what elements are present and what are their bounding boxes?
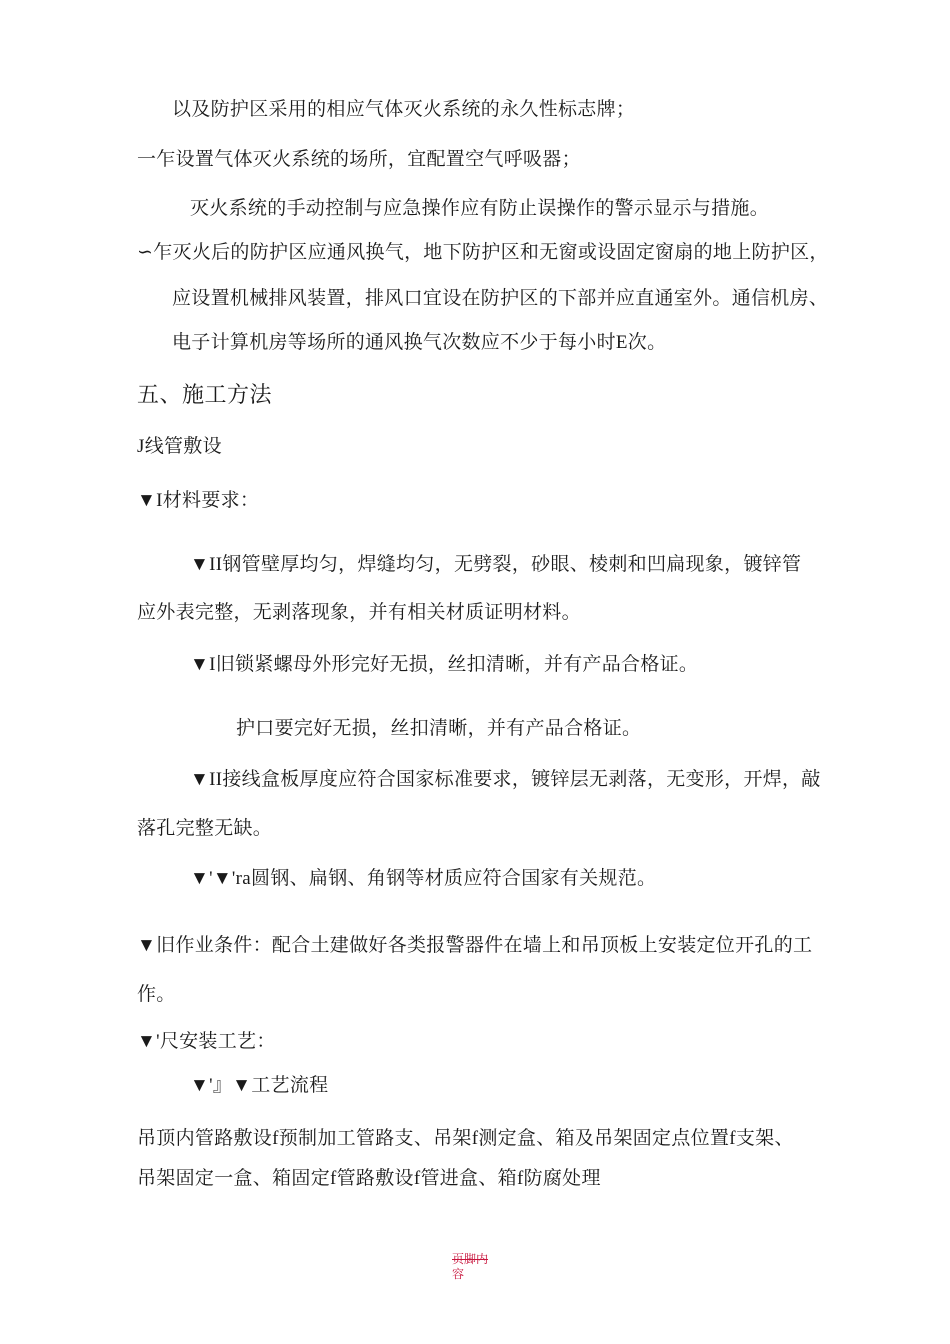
text-line-6: 电子计算机房等场所的通风换气次数应不少于每小时E次。 (172, 332, 667, 353)
text-line-19: ▼'尺安装工艺： (137, 1031, 276, 1052)
text-line-11: 应外表完整，无剥落现象，并有相关材质证明材料。 (137, 602, 581, 623)
text-line-13: 护口要完好无损，丝扣清晰，并有产品合格证。 (236, 718, 642, 739)
text-line-10: ▼II钢管壁厚均匀，焊缝均匀，无劈裂，砂眼、棱刺和凹扁现象，镀锌管 (190, 554, 802, 575)
subsection-title: J线管敷设 (137, 436, 222, 457)
text-line-2: 一乍设置气体灭火系统的场所，宜配置空气呼吸器； (137, 149, 581, 170)
text-line-18: 作。 (137, 984, 176, 1005)
text-line-9: ▼I材料要求： (137, 490, 260, 511)
text-line-1: 以及防护区采用的相应气体灭火系统的永久性标志牌； (172, 99, 636, 120)
text-line-3: 灭火系统的手动控制与应急操作应有防止误操作的警示显示与措施。 (190, 198, 770, 219)
footer-line-1: 页脚内 (452, 1252, 489, 1266)
text-line-15: 落孔完整无缺。 (137, 818, 273, 839)
text-line-22: 吊架固定一盒、箱固定f管路敷设f管进盒、箱f防腐处理 (137, 1168, 601, 1189)
footer-line-2: 容 (452, 1267, 465, 1281)
text-line-16: ▼'▼'ra圆钢、扁钢、角钢等材质应符合国家有关规范。 (190, 868, 657, 889)
text-line-5: 应设置机械排风装置，排风口宜设在防护区的下部并应直通室外。通信机房、 (172, 288, 829, 309)
footer-content (452, 1252, 512, 1282)
text-line-14: ▼II接线盒板厚度应符合国家标准要求，镀锌层无剥落，无变形，开焊，敲 (190, 769, 821, 790)
text-line-21: 吊顶内管路敷设f预制加工管路支、吊架f测定盒、箱及吊架固定点位置f支架、 (137, 1128, 794, 1149)
section-heading: 五、施工方法 (137, 382, 273, 407)
text-line-12: ▼I旧锁紧螺母外形完好无损，丝扣清晰，并有产品合格证。 (190, 654, 699, 675)
text-line-4: ∽乍灭火后的防护区应通风换气，地下防护区和无窗或设固定窗扇的地上防护区， (137, 242, 829, 263)
text-line-20: ▼'』▼工艺流程 (190, 1075, 329, 1096)
text-line-17: ▼旧作业条件：配合土建做好各类报警器件在墙上和吊顶板上安装定位开孔的工 (137, 935, 813, 956)
